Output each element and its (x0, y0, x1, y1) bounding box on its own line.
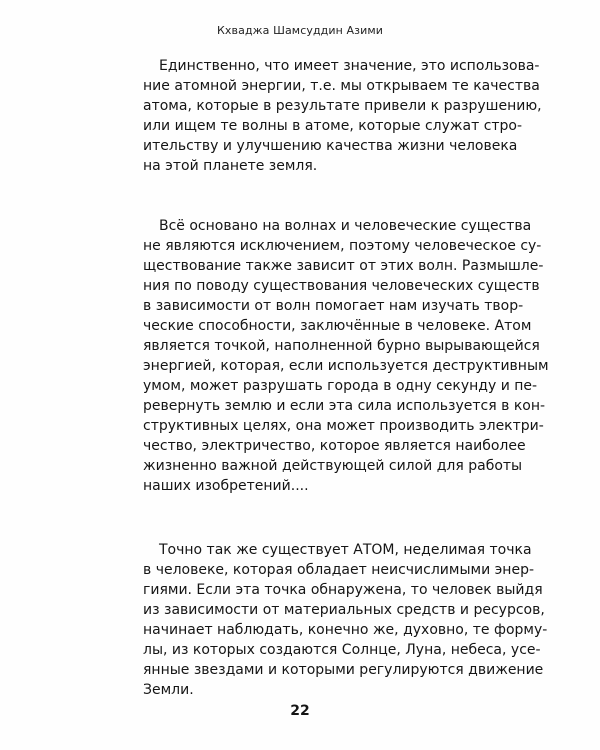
paragraph-line: ческие способности, заключённые в человеке. Атом (143, 318, 532, 334)
paragraph-line: ревернуть землю и если эта сила используется в кон- (143, 398, 546, 414)
paragraph-line: в зависимости от волн помогает нам изучать твор- (143, 298, 524, 314)
paragraph-line: ние атомной энергии, т.е. мы открываем те качества (143, 78, 540, 94)
paragraph-line: ительству и улучшению качества жизни человека (143, 138, 518, 154)
paragraph-line: не являются исключением, поэтому человеческое су- (143, 238, 542, 254)
paragraph-line: в человеке, которая обладает неисчислимыми энер- (143, 562, 535, 578)
paragraph-line: начинает наблюдать, конечно же, духовно, те форму- (143, 622, 548, 638)
paragraph-line: структивных целях, она может производить электри- (143, 418, 544, 434)
paragraph-line: чество, электричество, которое является наиболее (143, 438, 526, 454)
paragraph-2 (143, 216, 549, 496)
page-number: 22 (290, 703, 310, 719)
paragraph-line: Всё основано на волнах и человеческие существа (159, 218, 532, 234)
paragraph-line: умом, может разрушать города в одну секунду и пе- (143, 378, 538, 394)
paragraph-line: Земли. (143, 682, 194, 698)
paragraph-1 (143, 56, 542, 176)
paragraph-3 (143, 540, 548, 700)
paragraph-line: или ищем те волны в атоме, которые служат стро- (143, 118, 523, 134)
paragraph-line: является точкой, наполненной бурно вырывающейся (143, 338, 540, 354)
paragraph-line: ществование также зависит от этих волн. Размышле- (143, 258, 544, 274)
paragraph-line: на этой планете земля. (143, 158, 318, 174)
paragraph-line: Единственно, что имеет значение, это использова- (159, 58, 540, 74)
paragraph-line: атома, которые в результате привели к разрушению, (143, 98, 542, 114)
paragraph-line: гиями. Если эта точка обнаружена, то человек выйдя (143, 582, 543, 598)
paragraph-line: ния по поводу существования человеческих существ (143, 278, 540, 294)
paragraph-line: из зависимости от материальных средств и ресурсов, (143, 602, 545, 618)
paragraph-line: Точно так же существует АТОМ, неделимая точка (159, 542, 532, 558)
running-head: Кхваджа Шамсуддин Азими (217, 24, 383, 37)
paragraph-line: наших изобретений.... (143, 478, 309, 494)
paragraph-line: энергией, которая, если используется деструктивным (143, 358, 549, 374)
body-text (143, 56, 549, 700)
paragraph-line: янные звездами и которыми регулируются движение (143, 662, 544, 678)
paragraph-line: лы, из которых создаются Солнце, Луна, небеса, усе- (143, 642, 541, 658)
paragraph-line: жизненно важной действующей силой для работы (143, 458, 523, 474)
